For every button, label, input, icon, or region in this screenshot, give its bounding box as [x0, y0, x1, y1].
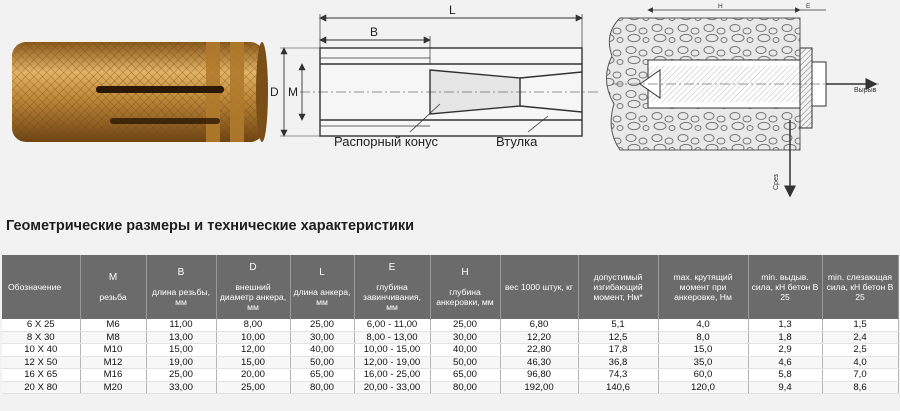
shear-label: Срез — [773, 174, 780, 190]
table-cell: 19,00 — [146, 356, 216, 369]
column-header — [748, 255, 822, 319]
table-row — [2, 319, 898, 331]
table-cell: 12,5 — [578, 331, 658, 344]
column-description: резьба — [99, 291, 127, 302]
table-cell: 25,00 — [290, 319, 354, 331]
column-description: допустимый изгибающий момент, Нм* — [593, 272, 643, 302]
table-cell: M12 — [80, 356, 146, 369]
anchor-photo — [12, 42, 268, 142]
table-row — [2, 344, 898, 357]
table-cell: 20,00 - 33,00 — [354, 381, 430, 394]
table-header-row — [2, 255, 898, 319]
column-header — [146, 255, 216, 319]
column-symbol: H — [461, 266, 469, 278]
table-cell: M10 — [80, 344, 146, 357]
table-cell: 192,00 — [500, 381, 578, 394]
spec-table — [2, 255, 899, 394]
table-cell: 25,00 — [430, 319, 500, 331]
dim-L-label: L — [449, 3, 456, 17]
pull-label: Вырыв — [854, 87, 877, 94]
table-row — [2, 381, 898, 394]
table-cell: 8,00 - 13,00 — [354, 331, 430, 344]
table-cell: 12,00 — [216, 344, 290, 357]
table-cell: 4,0 — [822, 356, 898, 369]
table-cell: 12,00 - 19,00 — [354, 356, 430, 369]
dim-H-label: H — [718, 3, 723, 10]
column-description: глубина анкеровки, мм — [436, 286, 494, 307]
table-cell: 10 X 40 — [2, 344, 80, 357]
dim-B-label: B — [370, 25, 379, 39]
table-cell: 46,30 — [500, 356, 578, 369]
column-symbol: M — [108, 271, 118, 283]
table-cell: 80,00 — [430, 381, 500, 394]
installation-diagram — [606, 10, 880, 196]
table-cell: 8,0 — [658, 331, 748, 344]
column-header — [216, 255, 290, 319]
anchor-cross-section — [280, 14, 600, 136]
table-cell: 4,6 — [748, 356, 822, 369]
table-cell: 17,8 — [578, 344, 658, 357]
table-cell: 2,9 — [748, 344, 822, 357]
table-cell: 50,00 — [430, 356, 500, 369]
column-header — [354, 255, 430, 319]
table-cell: 35,0 — [658, 356, 748, 369]
column-header — [2, 255, 80, 319]
table-cell: 4,0 — [658, 319, 748, 331]
figure-area — [0, 0, 900, 205]
table-row — [2, 369, 898, 382]
column-description: глубина завинчивания, мм — [363, 281, 421, 312]
column-description: min. слезающая сила, кН бетон В 25 — [826, 272, 894, 302]
column-description: длина резьбы, мм — [151, 286, 211, 307]
table-cell: 1,5 — [822, 319, 898, 331]
column-symbol: D — [249, 261, 257, 273]
table-cell: 120,0 — [658, 381, 748, 394]
dim-M-label: M — [288, 85, 298, 99]
table-cell: 2,5 — [822, 344, 898, 357]
column-header — [500, 255, 578, 319]
table-cell: 12,20 — [500, 331, 578, 344]
table-cell: 7,0 — [822, 369, 898, 382]
table-cell: 80,00 — [290, 381, 354, 394]
dim-E-label: E — [806, 3, 811, 10]
table-cell: 74,3 — [578, 369, 658, 382]
table-cell: 15,00 — [216, 356, 290, 369]
table-cell: 60,0 — [658, 369, 748, 382]
column-symbol: B — [177, 266, 185, 278]
table-cell: 1,3 — [748, 319, 822, 331]
column-header — [822, 255, 898, 319]
table-cell: 15,0 — [658, 344, 748, 357]
table-body — [2, 319, 898, 394]
table-title: Геометрические размеры и технические характеристики — [6, 218, 415, 234]
table-cell: 65,00 — [430, 369, 500, 382]
table-cell: 6,00 - 11,00 — [354, 319, 430, 331]
column-symbol: L — [319, 266, 325, 278]
dim-D-label: D — [270, 85, 279, 99]
table-cell: 20 X 80 — [2, 381, 80, 394]
table-cell: 6 X 25 — [2, 319, 80, 331]
table-cell: M6 — [80, 319, 146, 331]
table-cell: 25,00 — [146, 369, 216, 382]
column-header — [80, 255, 146, 319]
table-cell: 5,1 — [578, 319, 658, 331]
table-cell: 12 X 50 — [2, 356, 80, 369]
column-header — [658, 255, 748, 319]
table-cell: 16 X 65 — [2, 369, 80, 382]
table-cell: 15,00 — [146, 344, 216, 357]
column-header — [578, 255, 658, 319]
table-cell: 11,00 — [146, 319, 216, 331]
column-description: Обозначение — [8, 282, 62, 292]
table-cell: 22,80 — [500, 344, 578, 357]
cone-label: Распорный конус — [334, 134, 438, 149]
table-cell: 10,00 - 15,00 — [354, 344, 430, 357]
column-description: min. выдыв. сила, кН бетон В 25 — [751, 272, 819, 302]
technical-drawing — [0, 0, 900, 205]
column-symbol: E — [388, 261, 396, 273]
column-header — [290, 255, 354, 319]
table-cell: M8 — [80, 331, 146, 344]
table-cell: 40,00 — [290, 344, 354, 357]
table-cell: 20,00 — [216, 369, 290, 382]
column-description: внешний диаметр анкера, мм — [219, 281, 287, 312]
table-cell: 16,00 - 25,00 — [354, 369, 430, 382]
table-cell: 9,4 — [748, 381, 822, 394]
table-cell: 8,6 — [822, 381, 898, 394]
column-header — [430, 255, 500, 319]
table-cell: 50,00 — [290, 356, 354, 369]
table-row — [2, 331, 898, 344]
table-cell: 96,80 — [500, 369, 578, 382]
table-cell: 5,8 — [748, 369, 822, 382]
table-cell: 8,00 — [216, 319, 290, 331]
table-cell: 40,00 — [430, 344, 500, 357]
table-cell: M20 — [80, 381, 146, 394]
table-cell: 30,00 — [290, 331, 354, 344]
table-cell: 1,8 — [748, 331, 822, 344]
table-cell: 6,80 — [500, 319, 578, 331]
table-cell: 25,00 — [216, 381, 290, 394]
sleeve-label: Втулка — [496, 134, 538, 149]
table-cell: 10,00 — [216, 331, 290, 344]
table-cell: 36,8 — [578, 356, 658, 369]
table-cell: 13,00 — [146, 331, 216, 344]
table-cell: 140,6 — [578, 381, 658, 394]
table-cell: 33,00 — [146, 381, 216, 394]
column-description: вес 1000 штук, кг — [504, 282, 574, 292]
table-cell: 30,00 — [430, 331, 500, 344]
column-description: max. крутящий момент при анкеровке, Нм — [673, 272, 733, 302]
table-row — [2, 356, 898, 369]
table-cell: 8 X 30 — [2, 331, 80, 344]
table-cell: 2,4 — [822, 331, 898, 344]
table-cell: M16 — [80, 369, 146, 382]
table-cell: 65,00 — [290, 369, 354, 382]
column-description: длина анкера, мм — [293, 286, 351, 307]
